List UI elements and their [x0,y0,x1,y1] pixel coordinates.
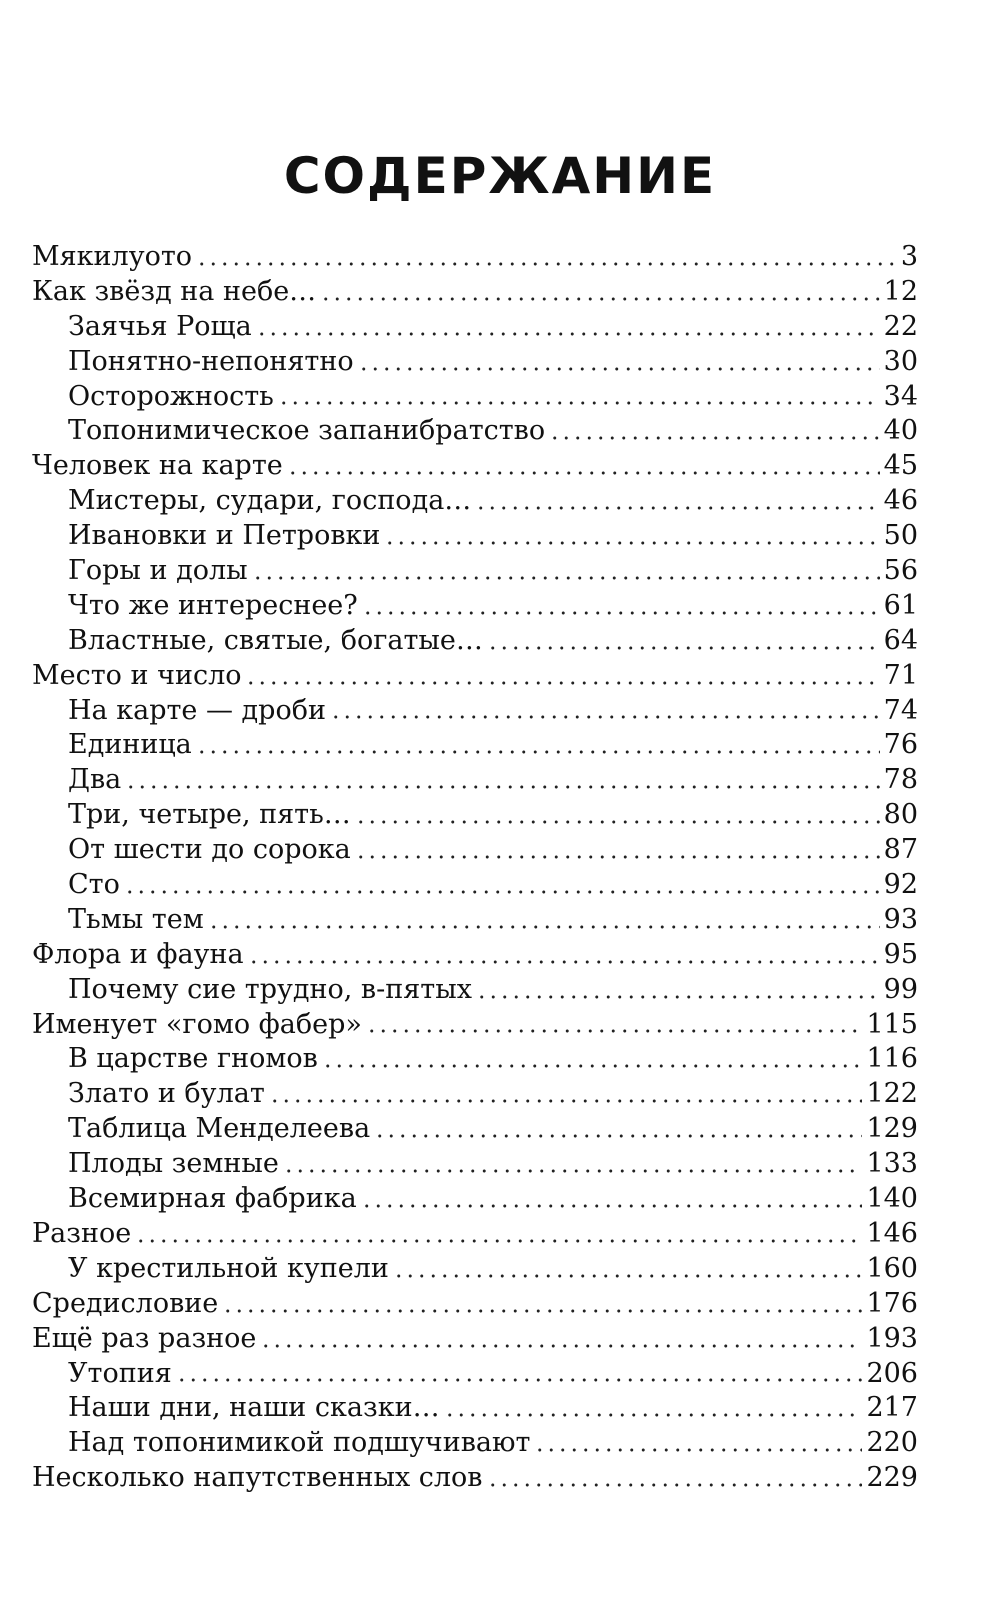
toc-entry [32,1042,918,1077]
toc-entry-title: Почему сие трудно, в-пятых [68,973,472,1005]
toc-entry-title: Ивановки и Петровки [68,520,381,552]
toc-entry-page-number: 140 [866,1183,918,1215]
toc-entry-title: Утопия [68,1357,172,1389]
dot-leader [534,1448,862,1452]
toc-entry [32,1008,918,1043]
toc-entry [32,903,918,938]
dot-leader [135,1239,862,1243]
toc-entry [32,798,918,833]
toc-entry-title: Заячья Роща [68,310,252,342]
toc-entry [32,1077,918,1112]
dot-leader [322,1064,863,1068]
toc-entry-page-number: 160 [866,1252,918,1284]
toc-entry [32,589,918,624]
toc-entry-page-number: 176 [866,1287,918,1319]
dot-leader [330,715,880,719]
toc-entry-page-number: 45 [883,450,918,482]
toc-entry-page-number: 193 [866,1322,918,1354]
toc-entry-page-number: 50 [883,520,918,552]
toc-entry [32,554,918,589]
dot-leader [176,1378,863,1382]
dot-leader [222,1309,862,1313]
dot-leader [196,750,880,754]
toc-entry [32,1357,918,1392]
toc-entry [32,449,918,484]
toc-entry [32,1112,918,1147]
toc-entry-title: В царстве гномов [68,1043,318,1075]
toc-entry-title: Горы и долы [68,555,248,587]
toc-entry [32,1182,918,1217]
toc-entry-title: Именует «гомо фабер» [32,1008,362,1040]
toc-entry [32,1252,918,1287]
toc-entry-title: От шести до сорока [68,834,351,866]
toc-entry-page-number: 116 [866,1043,918,1075]
toc-entry-title: Сто [68,869,120,901]
toc-entry-page-number: 22 [883,310,918,342]
toc-entry-page-number: 229 [866,1462,918,1494]
toc-entry-title: Тьмы тем [68,903,204,935]
dot-leader [358,367,880,371]
toc-entry [32,868,918,903]
toc-entry-title: Топонимическое запанибратство [68,415,546,447]
table-of-contents [32,240,918,1496]
dot-leader [260,1344,862,1348]
dot-leader [384,541,879,545]
toc-entry-title: Таблица Менделеева [68,1113,371,1145]
toc-entry [32,694,918,729]
toc-entry [32,659,918,694]
toc-entry [32,833,918,868]
dot-leader [355,820,880,824]
toc-entry [32,1217,918,1252]
toc-entry-title: Властные, святые, богатые… [68,624,483,656]
toc-entry [32,380,918,415]
toc-entry-page-number: 92 [883,869,918,901]
toc-entry-title: Злато и булат [68,1078,265,1110]
toc-entry-page-number: 71 [883,659,918,691]
toc-entry-page-number: 40 [883,415,918,447]
toc-entry [32,484,918,519]
toc-entry [32,728,918,763]
toc-entry-page-number: 146 [866,1217,918,1249]
dot-leader [355,855,880,859]
toc-entry [32,240,918,275]
toc-entry-title: Мистеры, судари, господа… [68,485,472,517]
toc-entry-page-number: 46 [883,485,918,517]
toc-entry-title: У крестильной купели [68,1252,389,1284]
toc-entry [32,763,918,798]
toc-entry [32,1461,918,1496]
dot-leader [283,1169,863,1173]
toc-entry-title: Средисловие [32,1287,219,1319]
dot-leader [208,925,880,929]
toc-entry-page-number: 80 [883,799,918,831]
dot-leader [366,1029,863,1033]
toc-entry-page-number: 74 [883,694,918,726]
dot-leader [245,681,879,685]
toc-entry-page-number: 220 [866,1427,918,1459]
dot-leader [475,506,879,510]
toc-entry-page-number: 3 [900,241,918,272]
toc-entry-page-number: 12 [883,275,918,307]
dot-leader [287,471,880,475]
toc-entry [32,414,918,449]
toc-entry-title: Разное [32,1217,132,1249]
toc-entry-page-number: 64 [883,624,918,656]
page-title: СОДЕРЖАНИЕ [283,146,717,205]
toc-entry-page-number: 30 [883,345,918,377]
toc-entry-title: Наши дни, наши сказки… [68,1392,440,1424]
dot-leader [278,401,880,405]
dot-leader [125,785,879,789]
toc-entry-title: Место и число [32,659,242,691]
toc-entry [32,519,918,554]
toc-entry [32,1322,918,1357]
toc-entry-page-number: 99 [883,973,918,1005]
toc-entry-page-number: 95 [883,938,918,970]
toc-entry-page-number: 122 [866,1078,918,1110]
dot-leader [256,332,880,336]
toc-entry-title: Осторожность [68,380,274,412]
toc-entry-title: Понятно-непонятно [68,345,354,377]
toc-entry-title: Человек на карте [32,450,283,482]
toc-entry [32,1287,918,1322]
toc-entry-title: Над топонимикой подшучивают [68,1427,531,1459]
toc-entry-title: Мякилуото [32,241,193,272]
dot-leader [393,1274,863,1278]
toc-entry-page-number: 206 [866,1357,918,1389]
dot-leader [252,576,880,580]
toc-entry-title: Единица [68,729,192,761]
dot-leader [248,960,880,964]
toc-entry [32,624,918,659]
dot-leader [124,890,880,894]
dot-leader [320,297,879,301]
toc-entry-page-number: 87 [883,834,918,866]
toc-entry-page-number: 78 [883,764,918,796]
dot-leader [374,1134,862,1138]
toc-entry-title: Три, четыре, пять… [68,799,351,831]
toc-entry-page-number: 76 [883,729,918,761]
toc-entry [32,310,918,345]
toc-entry [32,973,918,1008]
toc-entry-title: Плоды земные [68,1148,279,1180]
toc-entry-page-number: 61 [883,589,918,621]
toc-entry-title: Что же интереснее? [68,589,358,621]
toc-entry-page-number: 56 [883,555,918,587]
toc-entry-page-number: 93 [883,903,918,935]
toc-entry-page-number: 34 [883,380,918,412]
dot-leader [487,646,880,650]
toc-entry-page-number: 115 [866,1008,918,1040]
toc-entry [32,345,918,380]
dot-leader [361,1204,863,1208]
toc-entry-page-number: 129 [866,1113,918,1145]
toc-entry [32,1391,918,1426]
toc-entry-title: Как звёзд на небе… [32,275,317,307]
dot-leader [487,1483,863,1487]
toc-entry-page-number: 133 [866,1148,918,1180]
toc-entry-title: Ещё раз разное [32,1322,257,1354]
toc-entry [32,1426,918,1461]
dot-leader [196,262,897,266]
toc-entry-title: Несколько напутственных слов [32,1462,483,1494]
toc-entry-title: Два [68,764,122,796]
toc-entry [32,1147,918,1182]
dot-leader [476,995,880,999]
toc-entry-title: Всемирная фабрика [68,1183,357,1215]
dot-leader [444,1413,863,1417]
toc-entry [32,938,918,973]
dot-leader [362,611,880,615]
toc-entry-title: Флора и фауна [32,938,244,970]
dot-leader [269,1099,863,1103]
toc-entry-title: На карте — дроби [68,694,326,726]
toc-entry-page-number: 217 [866,1392,918,1424]
dot-leader [549,436,880,440]
toc-entry [32,275,918,310]
